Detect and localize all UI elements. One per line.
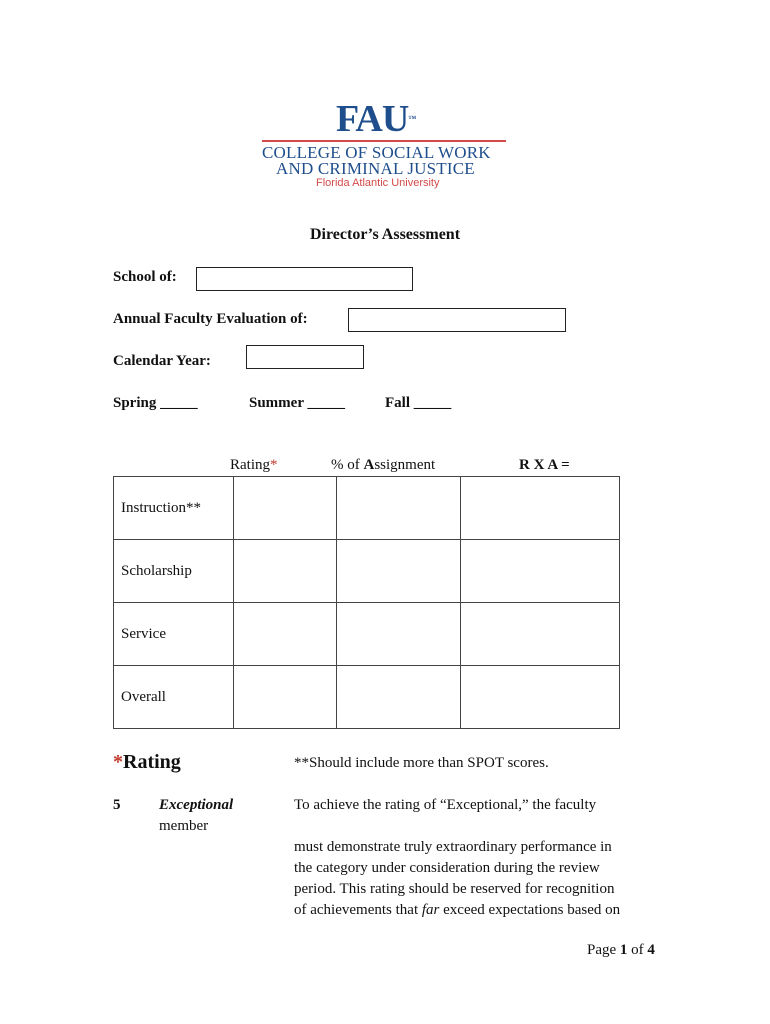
header-rating: Rating* bbox=[230, 457, 278, 473]
school-field[interactable] bbox=[196, 267, 413, 291]
rating-cell[interactable] bbox=[234, 540, 337, 603]
assessment-table bbox=[113, 476, 620, 729]
page-title: Director’s Assessment bbox=[309, 226, 461, 243]
table-row bbox=[114, 666, 620, 729]
page-number: Page 1 of 4 bbox=[587, 942, 655, 958]
rating-cell[interactable] bbox=[234, 477, 337, 540]
row-label-scholarship: Scholarship bbox=[114, 540, 234, 603]
school-label: School of: bbox=[113, 269, 177, 285]
header-rxa: R X A = bbox=[519, 457, 570, 473]
rating-desc-line3: the category under consideration during the review bbox=[294, 860, 600, 876]
rating-score: 5 bbox=[113, 797, 121, 813]
rxa-cell[interactable] bbox=[461, 603, 620, 666]
college-name-line2: AND CRIMINAL JUSTICE bbox=[276, 159, 475, 178]
rating-desc-line5: of achievements that far exceed expectations based on bbox=[294, 902, 621, 918]
header-assignment: % of Assignment bbox=[331, 457, 436, 473]
assignment-cell[interactable] bbox=[337, 477, 461, 540]
rxa-cell[interactable] bbox=[461, 540, 620, 603]
year-field[interactable] bbox=[246, 345, 364, 369]
rating-desc-line2: must demonstrate truly extraordinary performance in bbox=[294, 839, 612, 855]
rating-level: Exceptional bbox=[159, 797, 234, 813]
rating-desc-line1: To achieve the rating of “Exceptional,” the faculty bbox=[294, 797, 597, 813]
spot-note: **Should include more than SPOT scores. bbox=[294, 755, 549, 771]
table-row bbox=[114, 477, 620, 540]
year-label: Calendar Year: bbox=[113, 353, 211, 369]
assignment-cell[interactable] bbox=[337, 666, 461, 729]
logo-divider bbox=[262, 140, 506, 142]
rating-heading: *Rating bbox=[113, 751, 181, 773]
rating-level-cont: member bbox=[159, 818, 209, 834]
rating-cell[interactable] bbox=[234, 666, 337, 729]
summer-field[interactable]: Summer _____ bbox=[249, 395, 345, 411]
fau-logo-mark: FAU™ bbox=[336, 98, 416, 140]
rating-cell[interactable] bbox=[234, 603, 337, 666]
row-label-overall: Overall bbox=[114, 666, 234, 729]
rating-desc-line4: period. This rating should be reserved for recognition bbox=[294, 881, 615, 897]
spring-field[interactable]: Spring _____ bbox=[113, 395, 198, 411]
faculty-label: Annual Faculty Evaluation of: bbox=[113, 311, 308, 327]
rxa-cell[interactable] bbox=[461, 477, 620, 540]
assignment-cell[interactable] bbox=[337, 540, 461, 603]
assignment-cell[interactable] bbox=[337, 603, 461, 666]
row-label-instruction: Instruction** bbox=[114, 477, 234, 540]
university-name: Florida Atlantic University bbox=[316, 177, 440, 189]
college-name-line1: COLLEGE OF SOCIAL WORK bbox=[262, 143, 491, 162]
table-row bbox=[114, 540, 620, 603]
row-label-service: Service bbox=[114, 603, 234, 666]
fall-field[interactable]: Fall _____ bbox=[385, 395, 452, 411]
faculty-field[interactable] bbox=[348, 308, 566, 332]
rxa-cell[interactable] bbox=[461, 666, 620, 729]
table-row bbox=[114, 603, 620, 666]
